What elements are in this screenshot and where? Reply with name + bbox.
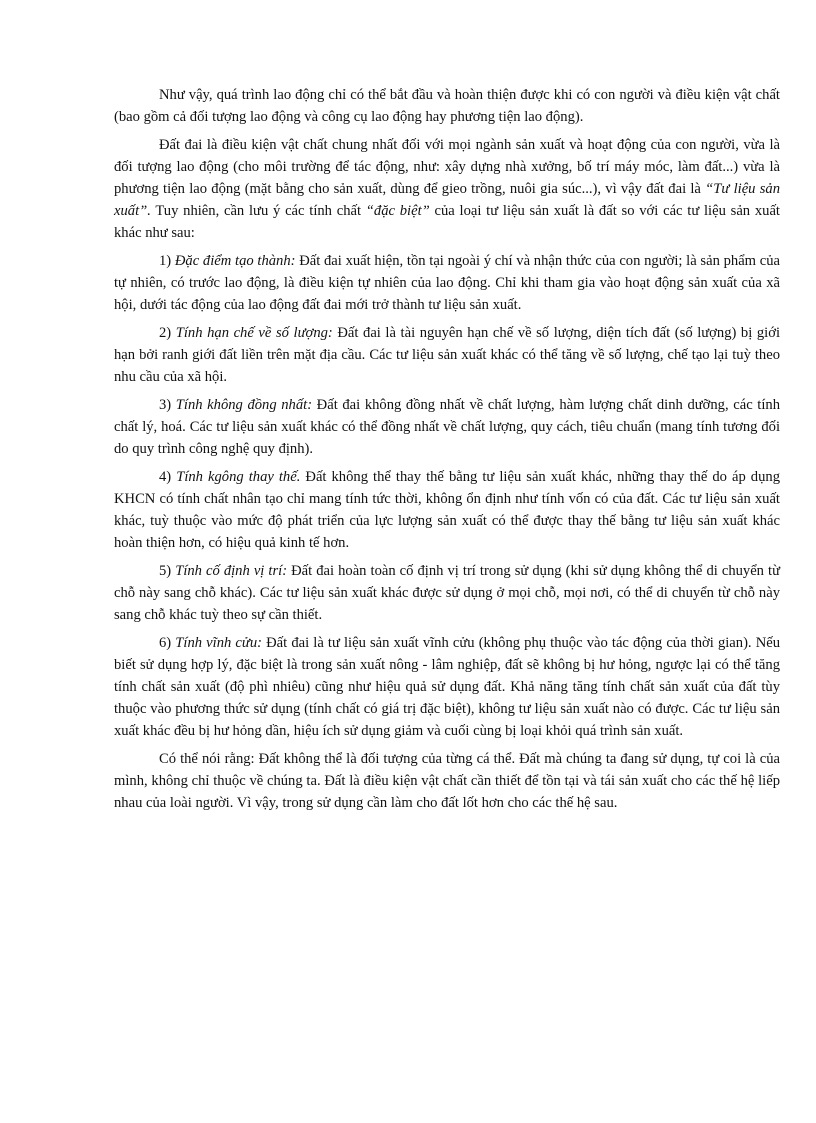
italic-term-special: “đặc biệt” (365, 203, 430, 219)
list-item-heading: Tính vĩnh cửu: (175, 635, 263, 651)
paragraph-text: Đất đai là điều kiện vật chất chung nhất đối với mọi ngành sản xuất và hoạt động của con người, vừa là đối tượng lao động (cho môi trường để tác động, như: xây dựng nhà xưởng, bố trí máy móc, làm đất...) vừa là phương tiện lao động (mặt bằng cho sản xuất, dùng để gieo trồng, nuôi gia súc...), vì vậy đất đai là (114, 137, 780, 197)
list-item-permanence (114, 632, 780, 742)
list-item-heading: Tính không đồng nhất: (175, 397, 313, 413)
list-number: 5) (159, 563, 176, 579)
list-item-body: Đất đai là tư liệu sản xuất vĩnh cửu (không phụ thuộc vào tác động của thời gian). Nếu biết sử dụng hợp lý, đặc biệt là trong sản xuất nông - lâm nghiệp, đất sẽ không bị hư hỏng, ngược lại có thể tăng tính chất sản xuất (độ phì nhiêu) cũng như hiệu quả sử dụng đất. Khả năng tăng tính chất sản xuất của đất tùy thuộc vào phương thức sử dụng (tính chất có giá trị đặc biệt), không tư liệu sản xuất nào có được. Các tư liệu sản xuất khác đều bị hư hỏng dần, hiệu ích sử dụng giảm và cuối cùng bị loại khỏi quá trình sản xuất. (114, 635, 781, 739)
list-item-limited-quantity (114, 322, 780, 388)
paragraph-text: của loại tư liệu sản xuất là đất so với các tư liệu sản xuất khác như sau: (114, 203, 780, 241)
list-item-fixed-location (114, 560, 780, 626)
list-item-irreplaceable (114, 466, 780, 554)
list-item-heading: Tính hạn chế về số lượng: (175, 325, 333, 341)
list-item-heading: Tính cố định vị trí: (175, 563, 288, 579)
list-item-body: Đất đai hoàn toàn cố định vị trí trong sử dụng (khi sử dụng không thể di chuyển từ chỗ này sang chỗ khác). Các tư liệu sản xuất khác được sử dụng ở mọi chỗ, mọi nơi, có thể di chuyển từ chỗ này sang chỗ khác tuỳ theo sự cần thiết. (114, 563, 780, 623)
list-item-non-uniformity (114, 394, 780, 460)
italic-term-means-of-production: “Tư liệu sản xuất”. (114, 181, 780, 219)
paragraph-land-as-means-of-production (114, 134, 780, 244)
document-page (114, 84, 780, 820)
list-item-body: Đất không thể thay thế bằng tư liệu sản xuất khác, những thay thế do áp dụng KHCN có tính chất nhân tạo chỉ mang tính tức thời, không ổn định như tính vốn có của đất. Các tư liệu sản xuất khác, tuỳ thuộc vào mức độ phát triển của lực lượng sản xuất có thể được thay thế bằng tư liệu sản xuất khác hoàn thiện hơn, có hiệu quả kinh tế hơn. (114, 469, 780, 551)
paragraph-text: Tuy nhiên, cần lưu ý các tính chất (150, 203, 366, 219)
list-item-body: Đất đai là tài nguyên hạn chế về số lượng, diện tích đất (số lượng) bị giới hạn bởi ranh giới đất liền trên mặt địa cầu. Các tư liệu sản xuất khác có thể tăng về số lượng, chế tạo lại tuỳ theo nhu cầu của xã hội. (114, 325, 780, 385)
paragraph-conclusion: Có thể nói rằng: Đất không thể là đối tượng của từng cá thể. Đất mà chúng ta đang sử dụng, tự coi là của mình, không chỉ thuộc về chúng ta. Đất là điều kiện vật chất cần thiết để tồn tại và tái sản xuất cho các thế hệ liếp nhau của loài người. Vì vậy, trong sử dụng cần làm cho đất lốt hơn cho các thế hệ sau. (114, 751, 780, 811)
list-item-heading: Đặc điểm tạo thành: (174, 253, 296, 269)
list-number: 2) (159, 325, 176, 341)
list-item-heading: Tính kgông thay thế. (176, 469, 301, 485)
list-item-body: Đất đai không đồng nhất về chất lượng, hàm lượng chất dinh dưỡng, các tính chất lý, hoá. Các tư liệu sản xuất khác có thể đồng nhất về chất lượng, quy cách, tiêu chuẩn (mang tính tương đối do quy trình công nghệ quy định). (114, 397, 780, 457)
list-number: 6) (159, 635, 176, 651)
list-number: 4) (159, 469, 177, 485)
list-number: 3) (159, 397, 176, 413)
list-number: 1) (159, 253, 175, 269)
list-item-formation (114, 250, 780, 316)
paragraph-intro: Như vậy, quá trình lao động chỉ có thể bắt đầu và hoàn thiện được khi có con người và điều kiện vật chất (bao gồm cả đối tượng lao động và công cụ lao động hay phương tiện lao động). (114, 87, 780, 125)
list-item-body: Đất đai xuất hiện, tồn tại ngoài ý chí và nhận thức của con người; là sản phẩm của tự nhiên, có trước lao động, là điều kiện tự nhiên của lao động. Chỉ khi tham gia vào hoạt động sản xuất của xã hội, dưới tác động của lao động đất đai mới trở thành tư liệu sản xuất. (114, 253, 780, 313)
